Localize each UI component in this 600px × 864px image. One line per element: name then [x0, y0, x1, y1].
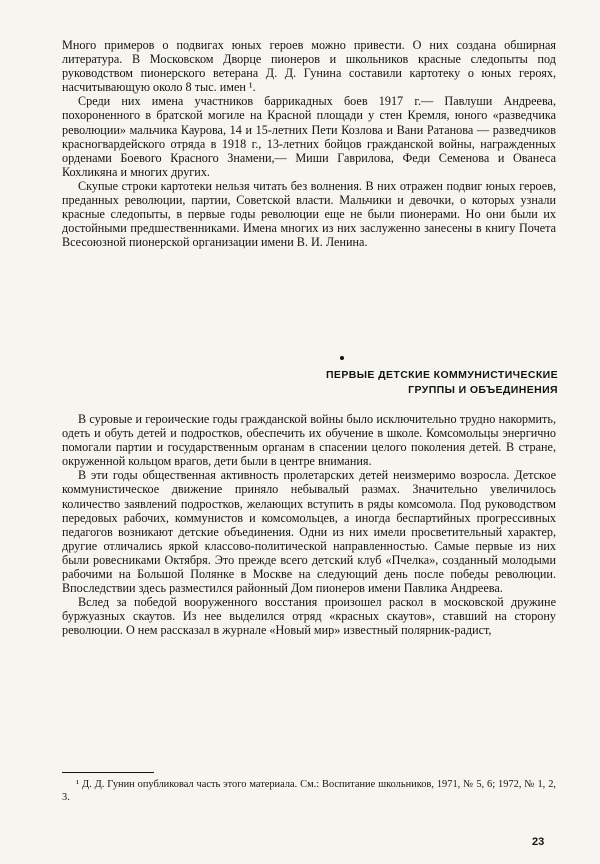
heading-ornament-dot	[340, 356, 344, 360]
section-heading	[240, 368, 558, 398]
paragraph-red-scouts: Вслед за победой вооруженного восстания произошел раскол в московской дружине буржуазных скаутов. Из нее выделился отряд «красных скаутов», ставший на сторону революции. О нем рассказал в журнале «Новый мир» известный полярник-радист,	[62, 595, 556, 638]
section-heading-line-1: ПЕРВЫЕ ДЕТСКИЕ КОММУНИСТИЧЕСКИЕ	[325, 369, 558, 381]
paragraph-hero-names: Среди них имена участников баррикадных боев 1917 г.— Павлуши Андреева, похороненного в братской могиле на Красной площади у стен Кремля, юного «разведчика революции» мальчика Каурова, 14 и 15-летних Пети Козлова и Вани Ратанова — разведчиков красногвардейского отряда в 1918 г., 13-летних бойцов гражданской войны, награжденных орденами Боевого Красного Знамени,— Миши Гаврилова, Феди Семенова и Ованеса Кохликяна и многих других.	[62, 94, 556, 179]
page-number: 23	[532, 836, 545, 848]
section-heading-line-2: ГРУППЫ И ОБЪЕДИНЕНИЯ	[408, 384, 558, 396]
paragraph-children-movement: В эти годы общественная активность пролетарских детей неизмеримо возросла. Детское коммунистическое движение приняло небывалый размах. Значительно увеличилось количество заявлений подростков, желающих вступить в ряды комсомола. Под руководством передовых рабочих, коммунистов и комсомольцев, а иногда беспартийных прогрессивных педагогов возникают детские объединения. Одни из них имели просветительный характер, другие отличались яркой классово-политической направленностью. Самые первые из них были ровесниками Октября. Это прежде всего детский клуб «Пчелка», созданный молодыми рабочими на Большой Полянке в Москве на следующий день после победы революции. Впоследствии здесь разместился районный Дом пионеров имени Павлика Андреева.	[62, 468, 556, 596]
footnote-separator	[62, 772, 154, 773]
footnote: ¹ Д. Д. Гунин опубликовал часть этого материала. См.: Воспитание школьников, 1971, № 5, 6; 1972, № 1, 2, 3.	[62, 779, 556, 803]
section-text-block	[62, 412, 556, 638]
paragraph-heroes-literature: Много примеров о подвигах юных героев можно привести. О них создана обширная литература. В Московском Дворце пионеров и школьников красные следопыты под руководством пионерского ветерана Д. Д. Гунина составили картотеку о юных героях, насчитывающую около 8 тыс. имен ¹.	[62, 38, 556, 95]
paragraph-civil-war-years: В суровые и героические годы гражданской войны было исключительно трудно накормить, одеть и обуть детей и подростков, обеспечить их обучение в школе. Комсомольцы энергично помогали партии и государственным органам в спасении целого поколения детей. В стране, окруженной кольцом врагов, дети были в центре внимания.	[62, 412, 556, 469]
paragraph-card-index: Скупые строки картотеки нельзя читать без волнения. В них отражен подвиг юных героев, преданных революции, партии, Советской власти. Мальчики и девочки, о которых узнали красные следопыты, в первые годы революции еще не были пионерами. Но они были их достойными предшественниками. Имена многих из них заслуженно занесены в книгу Почета Всесоюзной пионерской организации имени В. И. Ленина.	[62, 178, 556, 250]
top-text-block	[62, 38, 556, 249]
